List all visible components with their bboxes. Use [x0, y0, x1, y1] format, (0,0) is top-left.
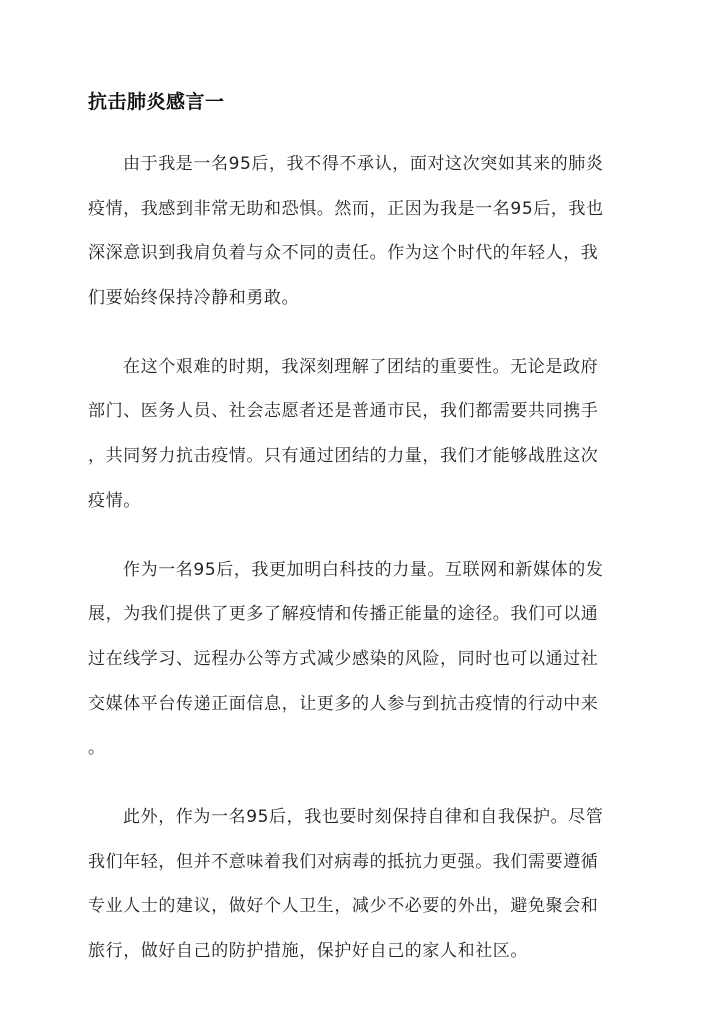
paragraph-2 [88, 345, 634, 524]
paragraph-1-line-1: 由于我是一名95后，我不得不承认，面对这次突如其来的肺炎 [123, 154, 604, 174]
document-title: 抗击肺炎感言一 [88, 91, 225, 113]
paragraph-3-line-4: 交媒体平台传递正面信息，让更多的人参与到抗击疫情的行动中来 [88, 693, 599, 714]
document-body [88, 142, 634, 974]
paragraph-4-line-1: 此外，作为一名95后，我也要时刻保持自律和自我保护。尽管 [123, 806, 604, 827]
paragraph-4-line-4: 旅行，做好自己的防护措施，保护好自己的家人和社区。 [88, 941, 528, 961]
paragraph-3-line-2: 展，为我们提供了更多了解疫情和传播正能量的途径。我们可以通 [88, 604, 599, 625]
paragraph-1-line-3: 深深意识到我肩负着与众不同的责任。作为这个时代的年轻人，我 [88, 243, 599, 264]
paragraph-3-line-1: 作为一名95后，我更加明白科技的力量。互联网和新媒体的发 [123, 559, 604, 580]
paragraph-spacer [88, 321, 634, 345]
paragraph-3 [88, 548, 634, 771]
paragraph-4 [88, 795, 634, 974]
paragraph-4-line-3: 专业人士的建议，做好个人卫生，减少不必要的外出，避免聚会和 [88, 896, 599, 917]
paragraph-1 [88, 142, 634, 321]
paragraph-3-line-3: 过在线学习、远程办公等方式减少感染的风险，同时也可以通过社 [88, 648, 599, 669]
paragraph-3-line-5: 。 [88, 738, 106, 759]
paragraph-1-line-4: 们要始终保持冷静和勇敢。 [88, 288, 300, 309]
paragraph-2-line-1: 在这个艰难的时期，我深刻理解了团结的重要性。无论是政府 [123, 356, 599, 377]
paragraph-2-line-3: ，共同努力抗击疫情。只有通过团结的力量，我们才能够战胜这次 [88, 446, 599, 467]
paragraph-1-line-2: 疫情，我感到非常无助和恐惧。然而，正因为我是一名95后，我也 [88, 198, 604, 219]
paragraph-spacer [88, 524, 634, 548]
paragraph-4-line-2: 我们年轻，但并不意味着我们对病毒的抵抗力更强。我们需要遵循 [88, 851, 599, 872]
paragraph-2-line-2: 部门、医务人员、社会志愿者还是普通市民，我们都需要共同携手 [88, 401, 599, 422]
paragraph-spacer [88, 771, 634, 795]
paragraph-2-line-4: 疫情。 [88, 490, 141, 511]
